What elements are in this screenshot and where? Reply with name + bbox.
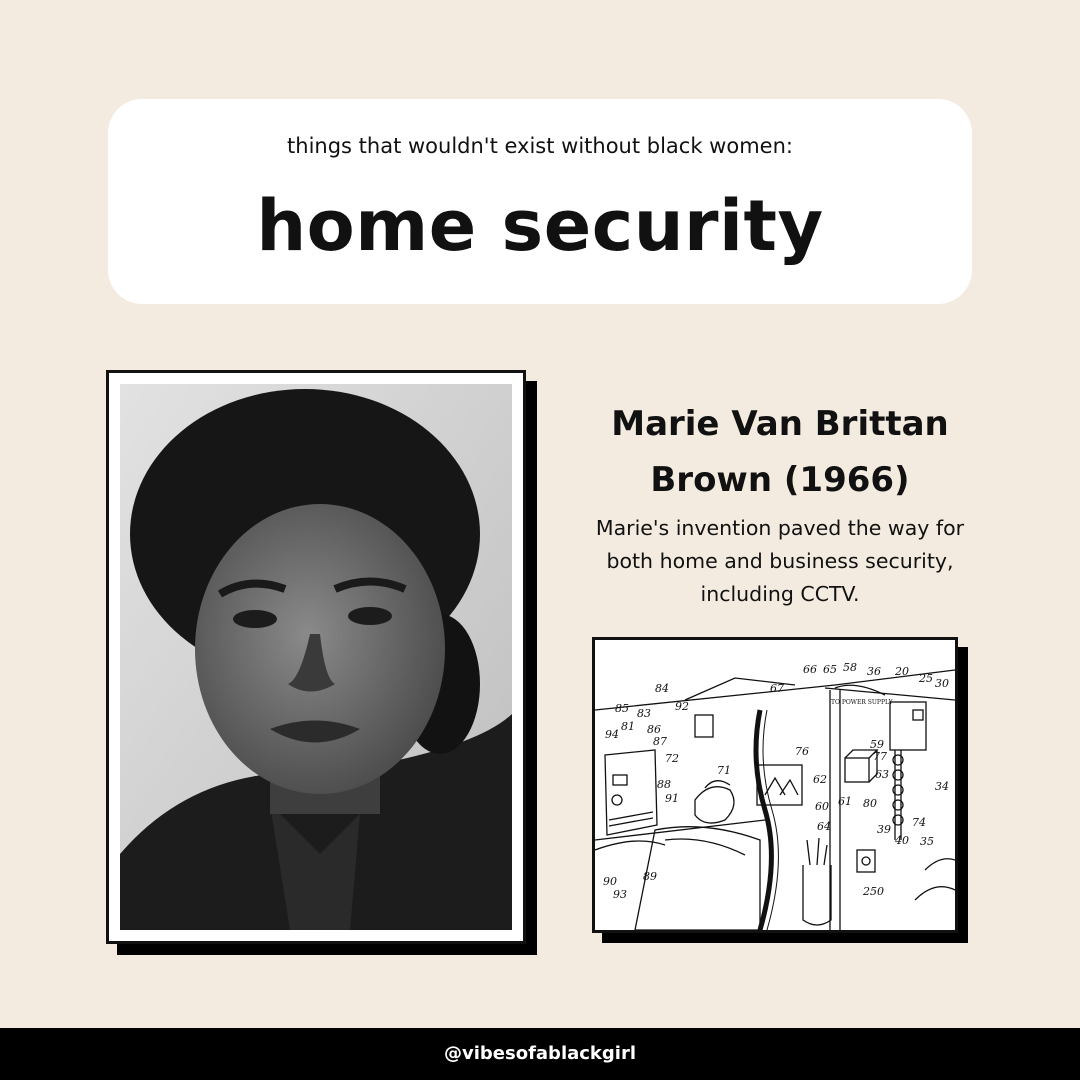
svg-text:85: 85 xyxy=(615,702,629,715)
svg-text:77: 77 xyxy=(873,750,887,763)
svg-text:40: 40 xyxy=(895,834,909,847)
svg-text:30: 30 xyxy=(935,677,949,690)
inventor-name-line-1: Marie Van Brittan xyxy=(611,404,949,444)
invention-description xyxy=(560,512,1000,611)
svg-text:88: 88 xyxy=(657,778,671,791)
description-line-3: including CCTV. xyxy=(700,582,860,606)
svg-text:89: 89 xyxy=(643,870,657,883)
svg-text:66: 66 xyxy=(803,663,817,676)
svg-text:TO POWER SUPPLY: TO POWER SUPPLY xyxy=(831,699,893,706)
svg-text:86: 86 xyxy=(647,723,661,736)
patent-diagram-frame xyxy=(592,637,958,933)
svg-text:60: 60 xyxy=(815,800,829,813)
svg-text:83: 83 xyxy=(637,707,651,720)
svg-text:80: 80 xyxy=(863,797,877,810)
svg-text:25: 25 xyxy=(919,672,933,685)
portrait-photo xyxy=(120,384,512,930)
svg-text:65: 65 xyxy=(823,663,837,676)
inventor-name xyxy=(560,396,1000,508)
svg-text:71: 71 xyxy=(717,764,731,777)
svg-text:59: 59 xyxy=(870,738,884,751)
svg-text:91: 91 xyxy=(665,792,679,805)
svg-text:81: 81 xyxy=(621,720,635,733)
svg-text:87: 87 xyxy=(653,735,667,748)
svg-text:39: 39 xyxy=(877,823,891,836)
portrait-illustration xyxy=(120,384,512,930)
svg-text:67: 67 xyxy=(770,682,784,695)
svg-text:94: 94 xyxy=(605,728,619,741)
svg-text:58: 58 xyxy=(843,661,857,674)
svg-text:76: 76 xyxy=(795,745,809,758)
description-line-2: both home and business security, xyxy=(606,549,954,573)
svg-text:250: 250 xyxy=(863,885,884,898)
post-subtitle: things that wouldn't exist without black women: xyxy=(287,134,793,158)
portrait-frame xyxy=(106,370,526,944)
account-handle: @vibesofablackgirl xyxy=(444,1043,636,1064)
svg-text:72: 72 xyxy=(665,752,679,765)
svg-text:20: 20 xyxy=(895,665,909,678)
svg-text:93: 93 xyxy=(613,888,627,901)
svg-text:64: 64 xyxy=(817,820,831,833)
inventor-name-line-2: Brown (1966) xyxy=(650,460,910,500)
patent-diagram xyxy=(595,640,955,930)
svg-text:84: 84 xyxy=(655,682,669,695)
description-line-1: Marie's invention paved the way for xyxy=(595,516,965,540)
svg-text:90: 90 xyxy=(603,875,617,888)
svg-text:61: 61 xyxy=(838,795,852,808)
svg-text:62: 62 xyxy=(813,773,827,786)
svg-text:92: 92 xyxy=(675,700,689,713)
svg-text:34: 34 xyxy=(935,780,949,793)
svg-text:35: 35 xyxy=(920,835,934,848)
svg-text:36: 36 xyxy=(867,665,881,678)
svg-text:74: 74 xyxy=(912,816,926,829)
svg-text:63: 63 xyxy=(875,768,889,781)
post-title: home security xyxy=(256,185,824,267)
